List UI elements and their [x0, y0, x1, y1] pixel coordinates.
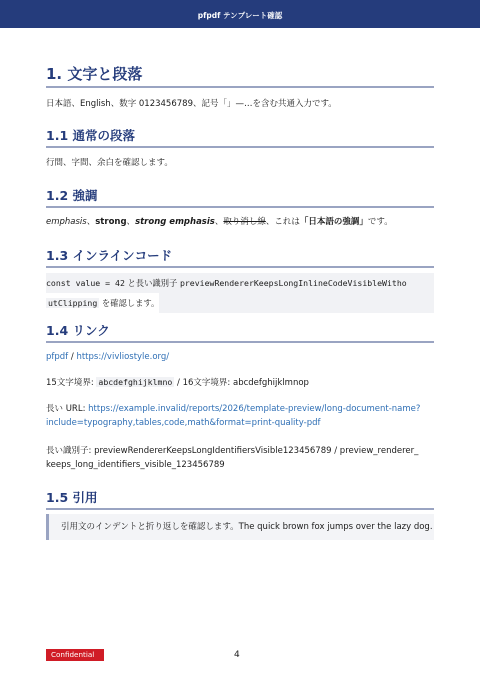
strong-emphasis-text: strong emphasis [135, 217, 215, 227]
section-heading-1: 1. 文字と段落 [46, 65, 143, 83]
heading-rule [46, 508, 434, 510]
heading-rule [46, 266, 434, 268]
paragraph-links [46, 350, 434, 364]
heading-rule [46, 146, 434, 148]
inline-code-line-1 [46, 273, 434, 293]
section-heading-1-3: 1.3 インラインコード [46, 248, 173, 263]
page-number: 4 [234, 650, 240, 660]
blockquote-text: 引用文のインデントと折り返しを確認します。The quick brown fox jumps over the lazy dog. [61, 522, 433, 532]
paragraph-tail: です。 [367, 217, 393, 227]
separator: 、 [214, 217, 224, 227]
header-title: pfpdf テンプレート確認 [197, 11, 283, 20]
section-heading-1-2: 1.2 強調 [46, 188, 98, 203]
paragraph-boundary [46, 375, 434, 390]
paragraph-long-identifier [46, 444, 434, 472]
inline-code-identifier: previewRendererKeepsLongInlineCodeVisibleWitho [179, 278, 407, 288]
inline-code-text: と長い識別子 [124, 278, 180, 288]
paragraph-intro: 日本語、English、数字 0123456789、記号「」—…を含む共通入力です。 [46, 99, 337, 109]
inline-code-line-2 [46, 293, 159, 313]
long-identifier-line-1: 長い識別子: previewRendererKeepsLongIdentifiersVisible123456789 / preview_renderer_ [46, 446, 419, 456]
emphasis-text: emphasis [46, 217, 87, 227]
blockquote [46, 514, 434, 540]
section-heading-1-1: 1.1 通常の段落 [46, 128, 135, 143]
paragraph-normal: 行間、字間、余白を確認します。 [46, 158, 173, 168]
header-bar [0, 0, 480, 28]
long-url-link[interactable]: https://example.invalid/reports/2026/template-preview/long-document-name? [88, 404, 421, 414]
strong-text: strong [95, 217, 127, 227]
separator: 、これは [265, 217, 300, 227]
separator: 、 [86, 217, 96, 227]
inline-code-identifier-cont: utClipping [48, 298, 98, 308]
long-url-label: 長い URL: [46, 404, 89, 414]
boundary-label: 15文字境界: [46, 378, 97, 388]
section-heading-1-5: 1.5 引用 [46, 490, 98, 505]
link-vivliostyle[interactable]: https://vivliostyle.org/ [76, 352, 170, 362]
inline-code-tail: を確認します。 [99, 298, 160, 308]
heading-rule [46, 86, 434, 88]
heading-rule [46, 341, 434, 343]
inline-code: const value = 42 [46, 278, 125, 288]
boundary-text: / 16文字境界: abcdefghijklmnop [174, 378, 309, 388]
link-pfpdf[interactable]: pfpdf [46, 352, 69, 362]
separator: 、 [126, 217, 136, 227]
boundary-code: abcdefghijklmno [98, 377, 173, 387]
jp-strong-text: 「日本語の強調」 [299, 217, 368, 227]
long-url-link-cont[interactable]: include=typography,tables,code,math&format=print-quality-pdf [46, 418, 321, 428]
heading-rule [46, 206, 434, 208]
section-heading-1-4: 1.4 リンク [46, 323, 110, 338]
confidential-label: Confidential [51, 650, 95, 659]
separator: / [68, 352, 77, 362]
paragraph-emphasis [46, 215, 434, 229]
paragraph-long-url [46, 402, 434, 430]
long-identifier-line-2: keeps_long_identifiers_visible_123456789 [46, 460, 225, 470]
strikethrough-text: 取り消し線 [223, 217, 266, 227]
confidential-badge [46, 649, 104, 661]
inline-code-paragraph [46, 273, 434, 313]
